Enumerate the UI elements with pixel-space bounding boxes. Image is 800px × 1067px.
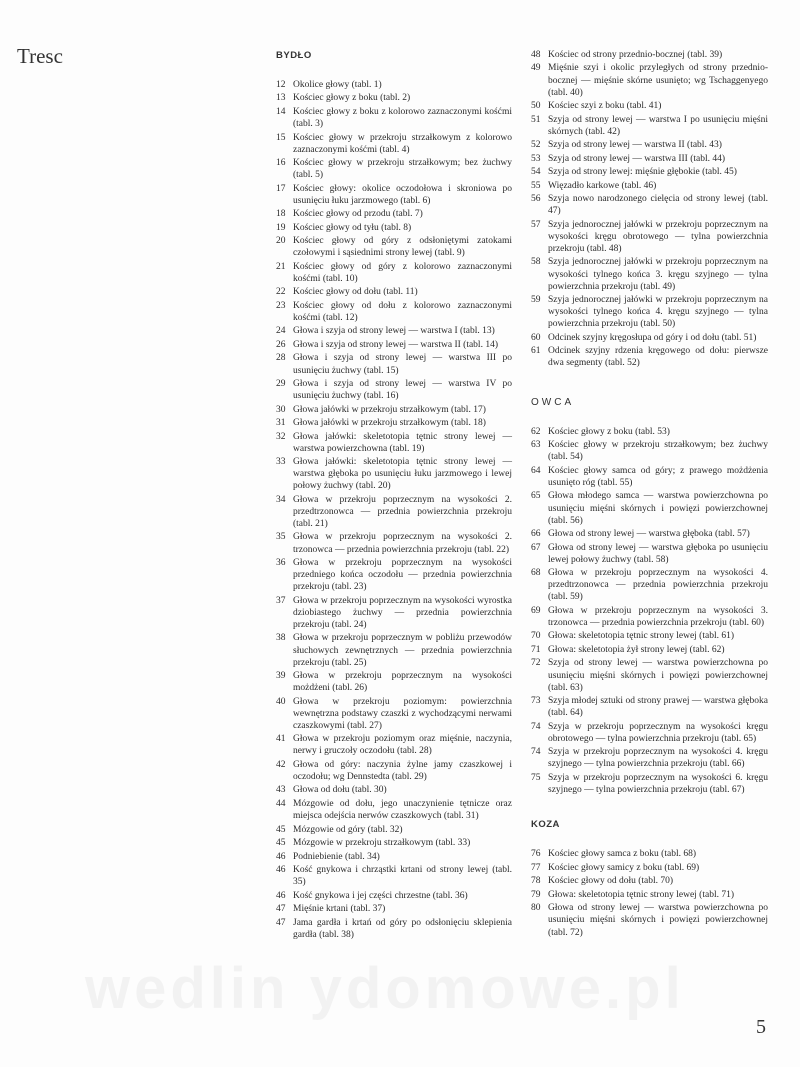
toc-entry-text: Głowa jałówki w przekroju strzałkowym (tabl. 17) xyxy=(293,404,486,415)
toc-entry-text: Głowa od dołu (tabl. 30) xyxy=(293,785,387,796)
toc-entry-text: Szyja w przekroju poprzecznym na wysokości kręgu obrotowego — tylna powierzchnia przekroju (tabl. 65) xyxy=(548,721,768,744)
toc-entry xyxy=(531,657,768,693)
toc-entry-text: Kościec głowy od góry z odsłoniętymi zatokami czołowymi i sąsiednimi strony lewej (tabl. 9) xyxy=(293,236,512,259)
toc-entry xyxy=(276,235,512,259)
toc-entry xyxy=(276,378,512,402)
toc-entry-text: Głowa od strony lewej — warstwa głęboka po usunięciu lewej połowy żuchwy (tabl. 58) xyxy=(548,542,768,565)
toc-entry xyxy=(276,456,512,492)
toc-page-number: 72 xyxy=(531,658,541,669)
toc-entry xyxy=(276,261,512,285)
toc-column-right xyxy=(531,49,768,940)
toc-entry xyxy=(276,864,512,888)
toc-entry xyxy=(276,670,512,694)
toc-page-number: 40 xyxy=(276,696,286,707)
toc-entry-text: Mózgowie w przekroju strzałkowym (tabl. 33) xyxy=(293,838,471,849)
toc-page-number: 47 xyxy=(276,917,286,928)
toc-entry xyxy=(531,193,768,217)
toc-entry xyxy=(276,917,512,941)
toc-page-number: 36 xyxy=(276,558,286,569)
toc-entry xyxy=(531,889,768,901)
page-number: 5 xyxy=(756,1016,766,1038)
toc-entry xyxy=(276,208,512,220)
toc-entry-text: Jama gardła i krtań od góry po odsłonięciu sklepienia gardła (tabl. 38) xyxy=(293,917,512,940)
toc-page-number: 20 xyxy=(276,236,286,247)
toc-entry-text: Kość gnykowa i jej części chrzestne (tabl. 36) xyxy=(293,890,468,901)
toc-page-number: 77 xyxy=(531,862,541,873)
toc-entry xyxy=(531,439,768,463)
toc-entry xyxy=(276,352,512,376)
toc-entry xyxy=(276,222,512,234)
toc-entry-text: Mózgowie od dołu, jego unaczynienie tętnicze oraz miejsca odejścia nerwów czaszkowych (tabl. 31) xyxy=(293,798,512,822)
toc-page-number: 64 xyxy=(531,465,541,476)
toc-entry-text: Szyja w przekroju poprzecznym na wysokości 4. kręgu szyjnego — tylna powierzchnia przekroju (tabl. 66) xyxy=(548,747,768,770)
toc-entry xyxy=(276,851,512,863)
toc-list-owca xyxy=(531,426,768,796)
toc-page-number: 12 xyxy=(276,80,286,90)
toc-entry xyxy=(531,542,768,566)
toc-entry-text: Głowa: skeletotopia tętnic strony lewej (tabl. 71) xyxy=(548,889,734,900)
toc-entry-text: Głowa jałówki: skeletotopia tętnic strony lewej — warstwa powierzchowna (tabl. 19) xyxy=(293,431,512,454)
toc-entry-text: Szyja jednorocznej jałówki w przekroju poprzecznym na wysokości tylnego końca 3. kręgu szyjnego — tylna powierzchnia przekroju (tabl. 49) xyxy=(548,257,768,292)
toc-entry-text: Szyja młodej sztuki od strony prawej — warstwa głęboka (tabl. 64) xyxy=(548,696,768,719)
toc-page-number: 23 xyxy=(276,300,286,311)
toc-entry-text: Głowa: skeletotopia tętnic strony lewej (tabl. 61) xyxy=(548,631,734,642)
toc-entry xyxy=(276,837,512,849)
toc-entry-text: Głowa i szyja od strony lewej — warstwa III po usunięciu żuchwy (tabl. 15) xyxy=(293,353,512,376)
toc-entry-text: Głowa i szyja od strony lewej — warstwa I (tabl. 13) xyxy=(293,326,495,337)
toc-entry-text: Kościec głowy samca od góry; z prawego możdżenia usunięto róg (tabl. 55) xyxy=(548,465,768,488)
toc-entry-text: Kościec głowy od tyłu (tabl. 8) xyxy=(293,222,412,233)
toc-page-number: 71 xyxy=(531,644,541,655)
toc-list-bydlo-part1 xyxy=(276,79,512,941)
toc-page-number: 76 xyxy=(531,849,541,860)
toc-entry-text: Głowa w przekroju poprzecznym na wysokości 2. przedtrzonowca — przednia powierzchnia przekroju (tabl. 21) xyxy=(293,494,512,529)
toc-entry-text: Szyja od strony lewej — warstwa II (tabl. 43) xyxy=(548,140,722,151)
toc-entry xyxy=(531,256,768,292)
toc-entry-text: Kościec głowy od dołu (tabl. 11) xyxy=(293,287,418,298)
toc-entry-text: Głowa młodego samca — warstwa powierzchowna po usunięciu mięśni skórnych i powięzi powierzchownej (tabl. 56) xyxy=(548,491,768,526)
toc-page-number: 21 xyxy=(276,261,286,272)
toc-entry-text: Odcinek szyjny rdzenia kręgowego od dołu: pierwsze dwa segmenty (tabl. 52) xyxy=(548,346,768,369)
toc-entry-text: Więzadło karkowe (tabl. 46) xyxy=(548,180,657,191)
toc-page-number: 41 xyxy=(276,734,286,745)
toc-page-number: 66 xyxy=(531,529,541,540)
toc-page-number: 22 xyxy=(276,287,286,298)
toc-page-number: 74 xyxy=(531,747,541,758)
toc-page-number: 14 xyxy=(276,106,286,117)
toc-entry xyxy=(276,557,512,593)
toc-entry xyxy=(276,784,512,796)
toc-entry-text: Szyja jednorocznej jałówki w przekroju poprzecznym na wysokości kręgu obrotowego — tylna powierzchnia przekroju (tabl. 48) xyxy=(548,219,768,254)
toc-entry xyxy=(276,92,512,104)
toc-page-number: 38 xyxy=(276,633,286,644)
toc-entry-text: Odcinek szyjny kręgosłupa od góry i od dołu (tabl. 51) xyxy=(548,332,757,343)
toc-entry xyxy=(276,595,512,631)
toc-entry-text: Głowa od strony lewej — warstwa powierzchowna po usunięciu mięśni skórnych i powięzi powierzchownej (tabl. 72) xyxy=(548,903,768,938)
toc-entry xyxy=(276,824,512,836)
toc-list-koza xyxy=(531,848,768,938)
toc-entry-text: Kościec głowy od dołu z kolorowo zaznaczonymi kośćmi (tabl. 12) xyxy=(293,300,512,323)
toc-entry xyxy=(531,153,768,165)
toc-entry-text: Kościec głowy w przekroju strzałkowym; bez żuchwy (tabl. 54) xyxy=(548,440,768,463)
toc-entry xyxy=(276,531,512,555)
toc-entry-text: Podniebienie (tabl. 34) xyxy=(293,851,380,862)
toc-entry xyxy=(276,157,512,181)
toc-page-number: 44 xyxy=(276,798,286,809)
toc-page-number: 52 xyxy=(531,140,541,151)
toc-entry xyxy=(531,345,768,369)
toc-entry-text: Głowa: skeletotopia żył strony lewej (tabl. 62) xyxy=(548,644,725,655)
toc-page-number: 26 xyxy=(276,339,286,350)
toc-entry-text: Kościec głowy samicy z boku (tabl. 69) xyxy=(548,862,700,873)
toc-entry xyxy=(276,733,512,757)
toc-entry-text: Kościec głowy: okolice oczodołowa i skroniowa po usunięciu łuku jarzmowego (tabl. 6) xyxy=(293,183,512,206)
toc-entry-text: Szyja jednorocznej jałówki w przekroju poprzecznym na wysokości tylnego końca 4. kręgu szyjnego — tylna powierzchnia przekroju (tabl. 50) xyxy=(548,295,768,330)
toc-entry xyxy=(276,339,512,351)
toc-page-number: 33 xyxy=(276,457,286,468)
toc-page-number: 69 xyxy=(531,605,541,616)
toc-entry xyxy=(276,696,512,732)
toc-page-number: 39 xyxy=(276,671,286,682)
toc-entry xyxy=(531,139,768,151)
toc-page-number: 58 xyxy=(531,257,541,268)
toc-entry-text: Głowa w przekroju poprzecznym na wysokości 2. trzonowca — przednia powierzchnia przekroju (tabl. 22) xyxy=(293,532,512,555)
toc-entry xyxy=(276,798,512,822)
toc-page-number: 62 xyxy=(531,426,541,437)
toc-page-number: 74 xyxy=(531,721,541,732)
toc-entry xyxy=(531,567,768,603)
toc-page-number: 17 xyxy=(276,183,286,194)
toc-page-number: 56 xyxy=(531,194,541,205)
toc-page-number: 46 xyxy=(276,851,286,862)
toc-entry-text: Głowa w przekroju poprzecznym na wysokości 4. przedtrzonowca — przednia powierzchnia przekroju (tabl. 59) xyxy=(548,568,768,603)
toc-entry-text: Głowa jałówki: skeletotopia tętnic strony lewej — warstwa głęboka po usunięciu łuku jarzmowego i lewej połowy żuchwy (tabl. 20) xyxy=(293,457,512,492)
toc-entry xyxy=(531,644,768,656)
toc-entry-text: Głowa od góry: naczynia żylne jamy czaszkowej i oczodołu; wg Dennstedta (tabl. 29) xyxy=(293,759,512,782)
watermark xyxy=(85,955,685,1022)
toc-page-number: 28 xyxy=(276,353,286,364)
toc-page-number: 43 xyxy=(276,785,286,796)
toc-entry xyxy=(531,294,768,330)
toc-page-number: 34 xyxy=(276,494,286,505)
toc-entry-text: Kość gnykowa i chrząstki krtani od strony lewej (tabl. 35) xyxy=(293,865,512,888)
toc-page-number: 61 xyxy=(531,346,541,357)
section-title-koza: KOZA xyxy=(531,819,560,831)
toc-entry-text: Głowa od strony lewej — warstwa głęboka (tabl. 57) xyxy=(548,529,750,540)
toc-page-number: 67 xyxy=(531,542,541,553)
toc-entry xyxy=(531,746,768,770)
toc-page-number: 16 xyxy=(276,158,286,169)
toc-entry xyxy=(531,219,768,255)
toc-entry xyxy=(531,528,768,540)
toc-entry xyxy=(531,630,768,642)
toc-entry xyxy=(531,772,768,796)
toc-entry xyxy=(531,721,768,745)
toc-page-number: 51 xyxy=(531,114,541,125)
toc-page-number: 57 xyxy=(531,219,541,230)
toc-entry xyxy=(531,862,768,874)
toc-page-number: 54 xyxy=(531,167,541,178)
toc-entry-text: Kościec głowy z boku (tabl. 53) xyxy=(548,426,670,437)
toc-page-number: 73 xyxy=(531,696,541,707)
toc-page-number: 13 xyxy=(276,93,286,104)
toc-entry xyxy=(531,114,768,138)
toc-entry-text: Głowa w przekroju poprzecznym na wysokości wyrostka dziobiastego żuchwy — przednia powierzchnia przekroju (tabl. 24) xyxy=(293,595,512,630)
toc-entry-text: Kościec głowy w przekroju strzałkowym z kolorowo zaznaczonymi kośćmi (tabl. 4) xyxy=(293,132,512,155)
toc-entry-text: Mózgowie od góry (tabl. 32) xyxy=(293,824,403,835)
section-title-owca: OWCA xyxy=(531,396,575,408)
toc-entry-text: Kościec głowy od dołu (tabl. 70) xyxy=(548,876,674,887)
toc-page-number: 15 xyxy=(276,132,286,143)
toc-entry xyxy=(531,848,768,860)
toc-page-number: 60 xyxy=(531,332,541,343)
toc-page-number: 70 xyxy=(531,631,541,642)
toc-entry-text: Kościec od strony przednio-bocznej (tabl. 39) xyxy=(548,50,723,60)
toc-entry xyxy=(531,180,768,192)
toc-entry xyxy=(531,100,768,112)
toc-entry xyxy=(276,759,512,783)
toc-page-number: 65 xyxy=(531,491,541,502)
toc-entry-text: Głowa i szyja od strony lewej — warstwa II (tabl. 14) xyxy=(293,339,498,350)
toc-page-number: 42 xyxy=(276,759,286,770)
toc-entry-text: Kościec głowy w przekroju strzałkowym; bez żuchwy (tabl. 5) xyxy=(293,158,512,181)
toc-page-number: 30 xyxy=(276,404,286,415)
toc-entry xyxy=(276,183,512,207)
toc-entry-text: Kościec głowy z boku z kolorowo zaznaczonymi kośćmi (tabl. 3) xyxy=(293,106,512,130)
toc-entry xyxy=(276,286,512,298)
toc-page-number: 78 xyxy=(531,876,541,887)
toc-entry xyxy=(276,404,512,416)
toc-list-bydlo-part2 xyxy=(531,49,768,369)
toc-entry-text: Szyja od strony lewej — warstwa powierzchowna po usunięciu mięśni skórnych i powięzi powierzchownej (tabl. 63) xyxy=(548,658,768,693)
toc-entry-text: Głowa jałówki w przekroju strzałkowym (tabl. 18) xyxy=(293,418,486,429)
toc-entry-text: Szyja od strony lewej — warstwa III (tabl. 44) xyxy=(548,153,726,164)
toc-entry xyxy=(276,890,512,902)
toc-page-number: 31 xyxy=(276,418,286,429)
toc-entry xyxy=(531,332,768,344)
toc-page-number: 49 xyxy=(531,63,541,74)
toc-entry-text: Głowa w przekroju poziomym: powierzchnia wewnętrzna podstawy czaszki z wychodzącymi nerwami czaszkowymi (tabl. 27) xyxy=(293,696,512,731)
toc-entry-text: Okolice głowy (tabl. 1) xyxy=(293,80,382,90)
toc-entry-text: Głowa w przekroju poprzecznym na wysokości możdżeni (tabl. 26) xyxy=(293,671,512,694)
toc-entry xyxy=(531,426,768,438)
toc-page-number: 48 xyxy=(531,50,541,60)
toc-page-number: 68 xyxy=(531,568,541,579)
toc-page-number: 55 xyxy=(531,180,541,191)
toc-page-number: 29 xyxy=(276,379,286,390)
toc-column-left xyxy=(276,50,512,942)
toc-entry-text: Szyja nowo narodzonego cielęcia od strony lewej (tabl. 47) xyxy=(548,194,768,217)
toc-page-number: 63 xyxy=(531,440,541,451)
toc-page-number: 50 xyxy=(531,101,541,112)
toc-page-number: 46 xyxy=(276,865,286,875)
toc-entry xyxy=(276,106,512,130)
toc-entry-text: Kościec głowy od przodu (tabl. 7) xyxy=(293,209,423,220)
toc-page-number: 46 xyxy=(276,890,286,901)
toc-entry xyxy=(276,494,512,530)
toc-page-number: 79 xyxy=(531,889,541,900)
toc-entry xyxy=(531,875,768,887)
toc-entry-text: Głowa w przekroju poziomym oraz mięśnie, naczynia, nerwy i gruczoły oczodołu (tabl. 28) xyxy=(293,734,512,757)
toc-entry xyxy=(276,417,512,429)
toc-entry-text: Głowa w przekroju poprzecznym na wysokości przedniego końca oczodołu — przednia powierzchnia przekroju (tabl. 23) xyxy=(293,558,512,593)
toc-entry xyxy=(531,49,768,61)
toc-page-number: 53 xyxy=(531,153,541,164)
toc-page-number: 59 xyxy=(531,295,541,306)
toc-entry xyxy=(531,62,768,98)
toc-page-number: 18 xyxy=(276,209,286,220)
toc-entry xyxy=(531,902,768,938)
toc-page-number: 35 xyxy=(276,532,286,543)
toc-page-number: 24 xyxy=(276,326,286,337)
toc-page-number: 80 xyxy=(531,903,541,914)
toc-entry-text: Mięśnie szyi i okolic przyległych od strony przednio-bocznej — mięśnie skórne usunięto; wg Tschaggenyego (tabl. 40) xyxy=(548,63,768,98)
toc-entry xyxy=(531,166,768,178)
toc-page-number: 45 xyxy=(276,838,286,849)
toc-entry xyxy=(276,132,512,156)
toc-entry xyxy=(531,465,768,489)
section-title-bydlo: BYDŁO xyxy=(276,50,312,61)
toc-entry-text: Kościec głowy od góry z kolorowo zaznaczonymi kośćmi (tabl. 10) xyxy=(293,261,512,284)
toc-page-number: 32 xyxy=(276,431,286,442)
toc-entry xyxy=(276,79,512,91)
toc-entry-text: Szyja od strony lewej: mięśnie głębokie (tabl. 45) xyxy=(548,167,737,178)
toc-page-number: 45 xyxy=(276,824,286,835)
toc-entry xyxy=(276,903,512,915)
toc-entry-text: Szyja w przekroju poprzecznym na wysokości 6. kręgu szyjnego — tylna powierzchnia przekroju (tabl. 67) xyxy=(548,772,768,795)
toc-page-number: 47 xyxy=(276,904,286,915)
toc-entry-text: Głowa i szyja od strony lewej — warstwa IV po usunięciu żuchwy (tabl. 16) xyxy=(293,379,512,402)
toc-entry xyxy=(276,325,512,337)
toc-entry xyxy=(531,695,768,719)
toc-entry xyxy=(276,300,512,324)
toc-entry-text: Kościec szyi z boku (tabl. 41) xyxy=(548,101,662,112)
toc-entry-text: Mięśnie krtani (tabl. 37) xyxy=(293,904,386,915)
toc-page-number: 19 xyxy=(276,222,286,233)
toc-entry-text: Głowa w przekroju poprzecznym w pobliżu przewodów słuchowych zewnętrznych — przednia powierzchnia przekroju (tabl. 25) xyxy=(293,633,512,668)
toc-entry xyxy=(276,632,512,668)
toc-entry-text: Kościec głowy z boku (tabl. 2) xyxy=(293,93,411,104)
toc-entry-text: Głowa w przekroju poprzecznym na wysokości 3. trzonowca — przednia powierzchnia przekroju (tabl. 60) xyxy=(548,605,768,628)
toc-page-number: 37 xyxy=(276,595,286,606)
toc-entry-text: Kościec głowy samca z boku (tabl. 68) xyxy=(548,849,696,860)
page-title: Tresc xyxy=(17,44,63,68)
toc-page-number: 75 xyxy=(531,772,541,783)
toc-entry xyxy=(531,605,768,629)
toc-entry-text: Szyja od strony lewej — warstwa I po usunięciu mięśni skórnych (tabl. 42) xyxy=(548,114,768,137)
toc-entry xyxy=(531,490,768,526)
toc-entry xyxy=(276,431,512,455)
